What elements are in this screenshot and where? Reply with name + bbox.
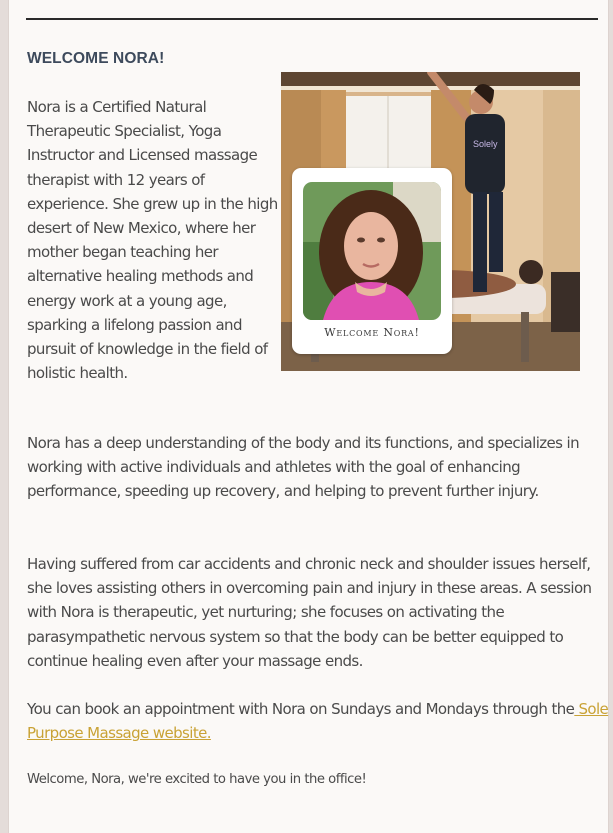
shirt-logo-text: Solely	[473, 139, 498, 149]
intro-paragraph: Nora is a Certified Natural Therapeutic Specialist, Yoga Instructor and Licensed massage therapist with 12 years of experience. She grew up in the high desert of New Mexico, where her mother began teaching her alternative healing methods and energy work at a young age, sparking a lifelong passion and pursuit of knowledge in the field of holistic health.	[27, 98, 278, 383]
booking-text: You can book an appointment with Nora on Sundays and Mondays through the	[27, 700, 575, 718]
expertise-paragraph: Nora has a deep understanding of the body and its functions, and specializes in working with active individuals and athletes with the goal of enhancing performance, speeding up recovery, and helping to prevent further injury.	[27, 434, 580, 501]
nora-portrait-photo	[303, 182, 441, 320]
article-heading: WELCOME NORA!	[27, 50, 165, 67]
approach-paragraph: Having suffered from car accidents and chronic neck and shoulder issues herself, she loves assisting others in overcoming pain and injury in these areas. A session with Nora is therapeutic, yet nurturing; she focuses on activating the parasympathetic nervous system so that the body can be better equipped to continue healing even after your massage ends.	[27, 555, 592, 670]
booking-paragraph	[27, 697, 612, 745]
article-card	[8, 0, 609, 833]
inset-caption: Welcome Nora!	[324, 326, 420, 339]
closing-line: Welcome, Nora, we're excited to have you in the office!	[27, 772, 367, 787]
top-divider	[26, 18, 598, 20]
welcome-inset-card	[292, 168, 452, 354]
sole-purpose-website-link[interactable]: Sole Purpose Massage website.	[27, 700, 609, 743]
